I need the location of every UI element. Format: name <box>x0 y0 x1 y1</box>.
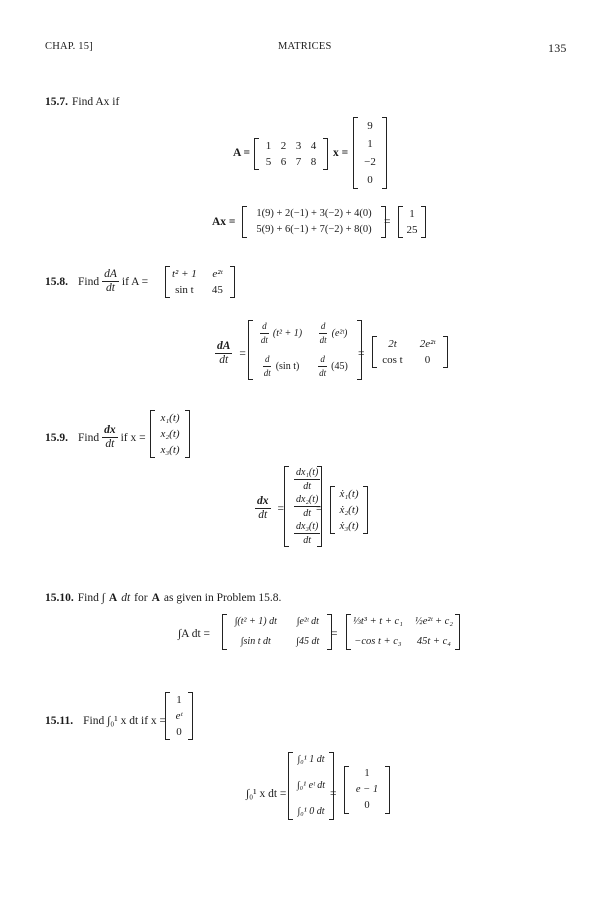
problem-text: Find ∫₀¹ x dt if x = <box>83 715 167 727</box>
matrix-dx-dt-result <box>330 486 368 534</box>
matrix-cell: 1(9) + 2(−1) + 3(−2) + 4(0) <box>256 208 372 219</box>
matrix-cell: 3 <box>295 140 302 152</box>
matrix-cell: t² + 1 <box>172 268 197 280</box>
matrix-integral-x-expansion <box>288 752 334 820</box>
fraction-numerator: dx <box>104 424 116 436</box>
matrix-cell: −cos t + c₃ <box>354 636 402 647</box>
matrix-cell: cos t <box>382 354 403 366</box>
problem-text: for <box>134 592 148 604</box>
derivative-fraction <box>102 424 118 451</box>
fraction-numerator: dx₃(t) <box>296 521 319 532</box>
equals-sign: = <box>331 628 338 640</box>
matrix-cell: 45t + c₄ <box>416 636 451 647</box>
vector-x-11 <box>165 692 193 740</box>
matrix-cell: ½e²ᵗ + c₂ <box>414 616 453 627</box>
matrix-dA-dt-expansion: $\frac{d}{dt}$ (t² + 1) $\frac{d}{dt}$ (e²ᵗ) $\frac{d}{dt}$ (sin t) $\frac{d}{dt}$ (45) <box>248 320 362 380</box>
vector-x <box>353 117 387 189</box>
problem-number: 15.8. <box>45 275 68 288</box>
matrix-cell: (e²ᵗ) <box>331 327 348 339</box>
matrix-cell: 1 <box>265 140 272 152</box>
lhs-dx-dt <box>252 495 284 522</box>
matrix-cell: (45) <box>331 360 348 372</box>
vector-cell: 9 <box>367 120 373 132</box>
matrix-integral-x-result <box>344 766 390 814</box>
vector-cell: −2 <box>364 156 376 168</box>
vector-cell: ẋ₃(t) <box>339 520 359 532</box>
vector-cell: 0 <box>176 726 182 738</box>
matrix-cell: ⅓t³ + t + c₁ <box>353 616 403 627</box>
fraction-numerator: dx₂(t) <box>296 494 319 505</box>
problem-text: dt <box>121 592 131 604</box>
lhs-dA-dt <box>212 340 246 367</box>
equals-sign: = <box>316 503 323 515</box>
fraction-denominator: dt <box>258 509 268 521</box>
matrix-cell: 8 <box>310 156 317 168</box>
matrix-cell: 2 <box>280 140 287 152</box>
running-head-chapter: CHAP. 15] <box>45 41 93 52</box>
matrix-cell: ∫₀¹ eᵗ dt <box>296 780 326 791</box>
fraction-denominator: dt <box>105 438 115 450</box>
problem-text: if x = <box>120 431 146 444</box>
matrix-cell: 25 <box>406 224 418 236</box>
matrix-cell: 2e²ᵗ <box>419 338 436 350</box>
matrix-cell: 6 <box>280 156 287 168</box>
derivative-fraction <box>102 268 119 295</box>
vector-cell: 0 <box>367 174 373 186</box>
matrix-A <box>254 138 328 170</box>
problem-text: if A = <box>121 275 149 288</box>
problem-text: Find <box>78 431 100 444</box>
matrix-cell: 7 <box>295 156 302 168</box>
matrix-cell: (t² + 1) <box>272 327 303 339</box>
problem-15-7 <box>45 92 119 110</box>
vector-cell: 0 <box>364 800 370 811</box>
matrix-cell: 2t <box>388 338 397 350</box>
equals-sign: = <box>330 788 337 800</box>
matrix-cell: 1 <box>409 208 415 220</box>
x-label: x = <box>333 147 349 159</box>
vector-cell: eᵗ <box>175 710 183 722</box>
problem-text: A <box>151 592 160 604</box>
matrix-cell: 5(9) + 6(−1) + 7(−2) + 8(0) <box>256 224 372 235</box>
vector-cell: x₂(t) <box>160 428 180 440</box>
matrix-cell: 4 <box>310 140 317 152</box>
problem-15-11 <box>45 711 166 729</box>
problem-15-10 <box>45 588 281 606</box>
matrix-integral-expansion <box>222 614 332 650</box>
fraction-numerator: dA <box>104 268 117 280</box>
problem-text: as given in Problem 15.8. <box>163 592 282 604</box>
matrix-cell: (sin t) <box>275 360 300 372</box>
fraction-numerator: dx₁(t) <box>296 467 319 478</box>
problem-number: 15.11. <box>45 715 74 727</box>
matrix-dx-dt-expansion: $\frac{\text{dx₁(t)}}{dt}$ $\frac{\text{dx₂(t)}}{dt}$ $\frac{\text{dx₃(t)}}{dt}$ <box>284 466 322 547</box>
problem-number: 15.10. <box>45 592 74 604</box>
matrix-Ax-expansion <box>242 206 386 238</box>
matrix-cell: ∫45 dt <box>296 636 320 647</box>
problem-number: 15.9. <box>45 431 68 444</box>
matrix-Ax-result <box>398 206 426 238</box>
vector-x-9 <box>150 410 190 458</box>
matrix-cell: ∫e²ᵗ dt <box>296 616 319 627</box>
vector-cell: ẋ₁(t) <box>339 488 359 500</box>
matrix-integral-result <box>346 614 460 650</box>
fraction-denominator: dt <box>219 354 229 366</box>
problem-text: Find <box>78 275 100 288</box>
vector-cell: e − 1 <box>355 784 379 795</box>
vector-cell: ẋ₂(t) <box>339 504 359 516</box>
fraction-denominator: dt <box>106 282 115 294</box>
A-label: A = <box>233 147 251 159</box>
vector-cell: 1 <box>364 768 370 779</box>
matrix-cell: e²ᵗ <box>212 268 223 280</box>
matrix-cell: 5 <box>265 156 272 168</box>
matrix-cell: ∫sin t dt <box>240 636 271 647</box>
problem-15-9 <box>45 424 146 451</box>
problem-number: 15.7. <box>45 96 68 108</box>
page-number: 135 <box>548 41 567 55</box>
lhs-integral-A: ∫A dt = <box>178 628 211 640</box>
running-head-title: MATRICES <box>278 41 332 52</box>
equals-sign: = <box>277 503 284 516</box>
problem-15-8 <box>45 268 148 295</box>
problem-text: A <box>108 592 118 604</box>
equals-sign: = <box>358 348 365 360</box>
vector-cell: x₃(t) <box>160 444 180 456</box>
matrix-cell: ∫₀¹ 1 dt <box>297 754 325 765</box>
lhs-integral-x: ∫₀¹ x dt = <box>246 788 287 800</box>
equals-sign: = <box>384 216 391 228</box>
matrix-cell: ∫(t² + 1) dt <box>234 616 277 627</box>
matrix-cell: 45 <box>211 284 223 296</box>
matrix-cell: sin t <box>175 284 194 296</box>
matrix-cell: 0 <box>424 354 431 366</box>
fraction-numerator: dA <box>217 340 231 352</box>
vector-cell: 1 <box>176 694 182 706</box>
matrix-dA-dt-result <box>372 336 448 368</box>
matrix-A-8 <box>165 266 235 298</box>
equals-sign: = <box>239 348 246 361</box>
matrix-cell: ∫₀¹ 0 dt <box>297 806 325 817</box>
vector-cell: 1 <box>367 138 373 150</box>
problem-text: Find ∫ <box>77 592 105 604</box>
problem-text: Find Ax if <box>72 96 120 108</box>
fraction-numerator: dx <box>257 495 269 507</box>
vector-cell: x₁(t) <box>160 412 180 424</box>
Ax-label: Ax = <box>212 216 236 228</box>
